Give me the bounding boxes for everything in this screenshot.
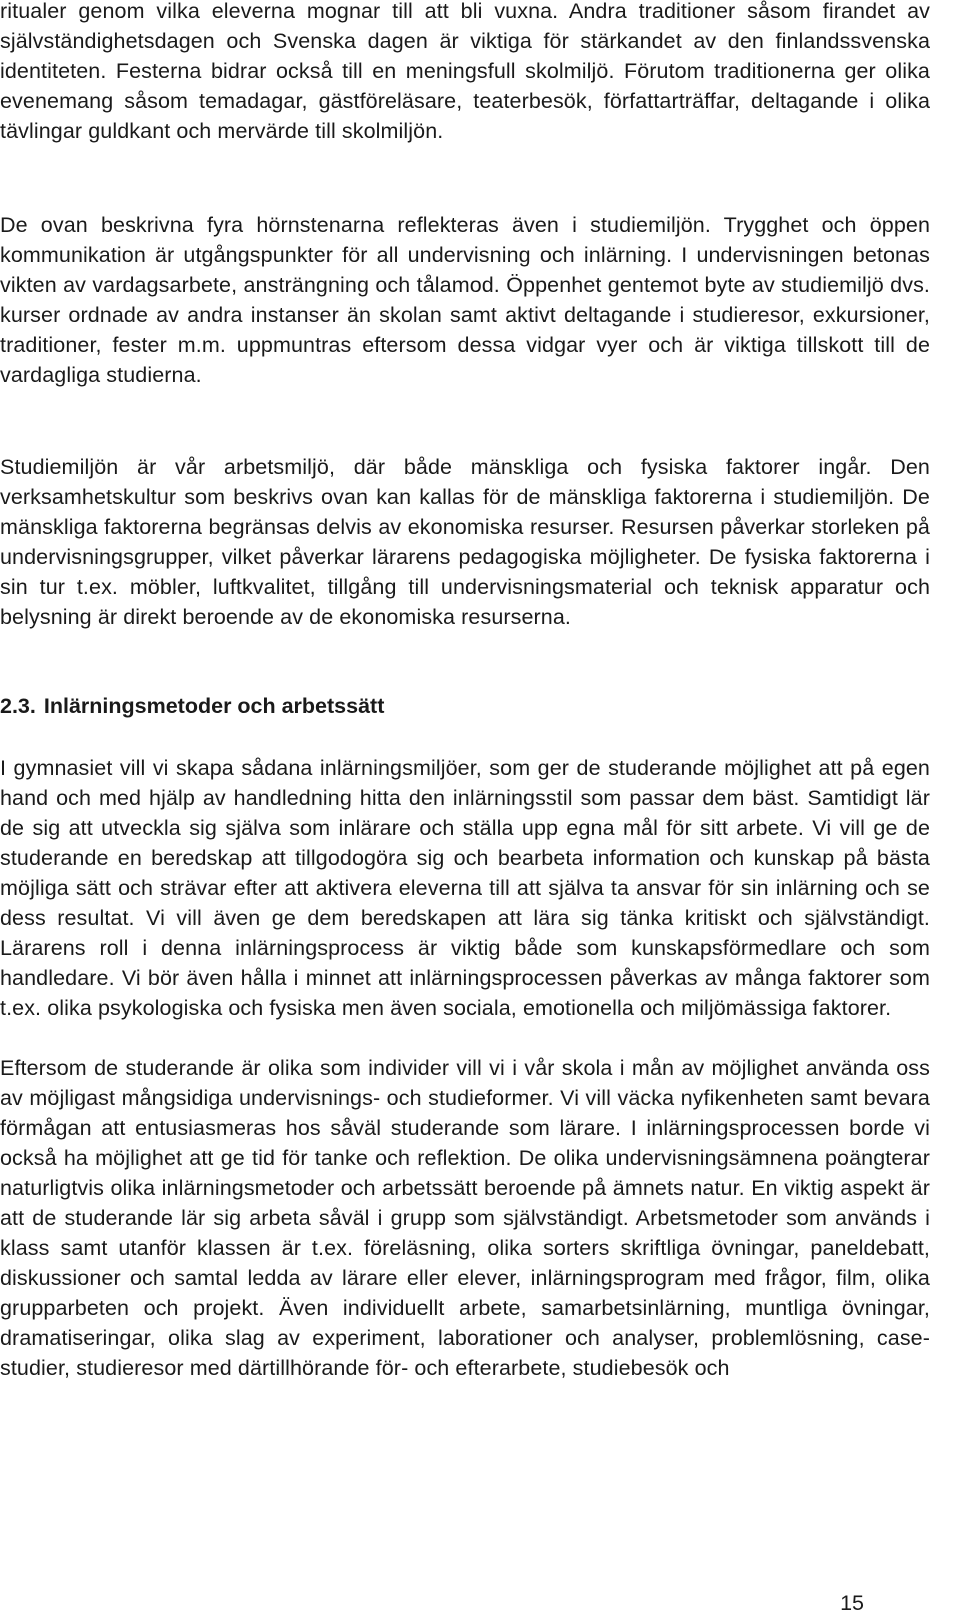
body-paragraph: I gymnasiet vill vi skapa sådana inlärningsmiljöer, som ger de studerande möjlighet att på egen hand och med hjälp av handledning hitta den inlärningsstil som passar dem bäst. Samtidigt lär de sig att utveckla sig själva som inlärare och ställa upp egna mål för sitt arbete. Vi vill ge de studerande en beredskap att tillgodogöra sig och bearbeta information och kunskap på bästa möjliga sätt och strävar efter att aktivera eleverna till att själva ta ansvar för sin inlärning och se dess resultat. Vi vill även ge dem beredskapen att lära sig tänka kritiskt och självständigt. Lärarens roll i denna inlärningsprocess är viktig både som kunskapsförmedlare och som handledare. Vi bör även hålla i minnet att inlärningsprocessen påverkas av många faktorer som t.ex. olika psykologiska och fysiska men även sociala, emotionella och miljömässiga faktorer. [0, 756, 930, 1020]
body-paragraph: De ovan beskrivna fyra hörnstenarna reflekteras även i studiemiljön. Trygghet och öppen kommunikation är utgångspunkter för all undervisning och inlärning. I undervisningen betonas vikten av vardagsarbete, ansträngning och tålamod. Öppenhet gentemot byte av studiemiljö dvs. kurser ordnade av andra instanser än skolan samt aktivt deltagande i studieresor, exkursioner, traditioner, fester m.m. uppmuntras eftersom dessa vidgar vyer och är viktiga tillskott till de vardagliga studierna. [0, 213, 930, 387]
section-title: Inlärningsmetoder och arbetssätt [43, 694, 385, 718]
body-paragraph: ritualer genom vilka eleverna mognar till att bli vuxna. Andra traditioner såsom firandet av självständighetsdagen och Svenska dagen är viktiga för stärkandet av den finlandssvenska identiteten. Festerna bidrar också till en meningsfull skolmiljö. Förutom traditionerna ger olika evenemang såsom temadagar, gästföreläsare, teaterbesök, författarträffar, deltagande i olika tävlingar guldkant och mervärde till skolmiljön. [0, 0, 930, 143]
body-paragraph: Studiemiljön är vår arbetsmiljö, där både mänskliga och fysiska faktorer ingår. Den verksamhetskultur som beskrivs ovan kan kallas för de mänskliga faktorerna i studiemiljön. De mänskliga faktorerna begränsas delvis av ekonomiska resurser. Resursen påverkar storleken på undervisningsgrupper, vilket påverkar lärarens pedagogiska möjligheter. De fysiska faktorerna i sin tur t.ex. möbler, luftkvalitet, tillgång till undervisningsmaterial och teknisk apparatur och belysning är direkt beroende av de ekonomiska resurserna. [0, 455, 930, 629]
section-number: 2.3. [0, 694, 36, 718]
body-paragraph: Eftersom de studerande är olika som individer vill vi i vår skola i mån av möjlighet använda oss av möjligast mångsidiga undervisnings- och studieformer. Vi vill väcka nyfikenheten samt bevara förmågan att entusiasmeras hos såväl studerande som lärare. I inlärningsprocessen borde vi också ha möjlighet att ge tid för tanke och reflektion. De olika undervisningsämnena poängterar naturligtvis olika inlärningsmetoder och arbetssätt beroende på ämnets natur. En viktig aspekt är att de studerande lär sig arbeta såväl i grupp som självständigt. Arbetsmetoder som används i klass samt utanför klassen är t.ex. föreläsning, olika sorters skriftliga övningar, paneldebatt, diskussioner och samtal ledda av lärare eller elever, inlärningsprogram med frågor, film, olika grupparbeten och projekt. Även individuellt arbete, samarbetsinlärning, muntliga övningar, dramatiseringar, olika slag av experiment, laborationer och analyser, problemlösning, case-studier, studieresor med därtillhörande för- och efterarbete, studiebesök och [0, 1056, 930, 1380]
page-number: 15 [840, 1591, 864, 1615]
section-heading [0, 691, 384, 721]
